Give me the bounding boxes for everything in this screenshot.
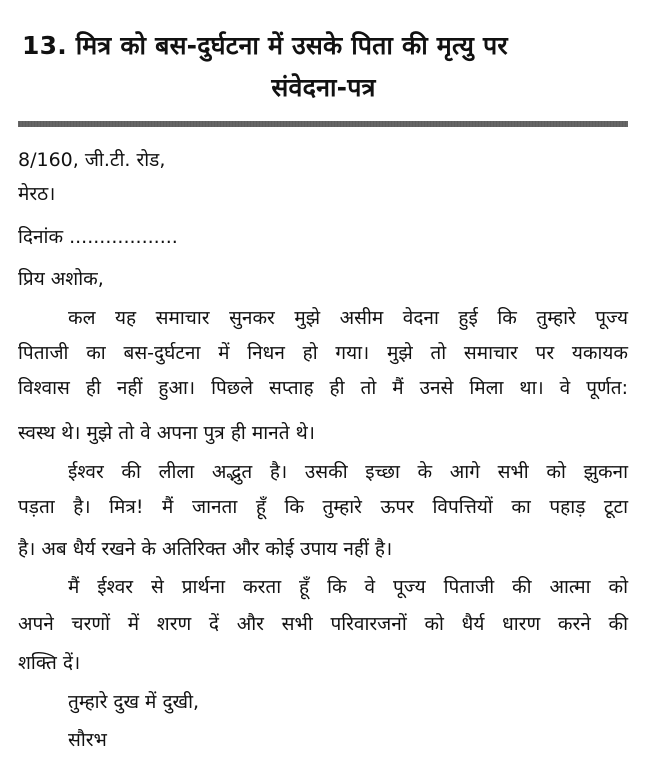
heading-divider [18, 121, 628, 127]
paragraph-line: शक्ति दें। [18, 652, 81, 674]
paragraph-line: कल यह समाचार सुनकर मुझे असीम वेदना हुई कि तुम्हारे पूज्य [68, 307, 628, 329]
paragraph-line: ईश्वर की लीला अद्भुत है। उसकी इच्छा के आगे सभी को झुकना [68, 461, 628, 483]
paragraph-line: मैं ईश्वर से प्रार्थना करता हूँ कि वे पूज्य पिताजी की आत्मा को [68, 576, 628, 598]
closing-phrase: तुम्हारे दुख में दुखी, [68, 691, 200, 713]
paragraph-line: पड़ता है। मित्र! मैं जानता हूँ कि तुम्हारे ऊपर विपत्तियों का पहाड़ टूटा [18, 496, 628, 518]
signature-name: सौरभ [68, 729, 107, 751]
paragraph-line: विश्वास ही नहीं हुआ। पिछले सप्ताह ही तो मैं उनसे मिला था। वे पूर्णत: [18, 377, 628, 399]
salutation: प्रिय अशोक, [18, 268, 104, 290]
paragraph-line: अपने चरणों में शरण दें और सभी परिवारजनों को धैर्य धारण करने की [18, 613, 628, 635]
paragraph-line: पिताजी का बस-दुर्घटना में निधन हो गया। मुझे तो समाचार पर यकायक [18, 342, 628, 364]
paragraph-line: है। अब धैर्य रखने के अतिरिक्त और कोई उपाय नहीं है। [18, 538, 393, 560]
sender-address-line: 8/160, जी.टी. रोड, [18, 149, 166, 171]
sender-city-line: मेरठ। [18, 183, 56, 205]
page-title-continued: संवेदना-पत्र [271, 73, 376, 102]
page-title: 13. मित्र को बस-दुर्घटना में उसके पिता की मृत्यु पर [22, 31, 508, 60]
date-line: दिनांक .................. [18, 226, 178, 248]
paragraph-line: स्वस्थ थे। मुझे तो वे अपना पुत्र ही मानते थे। [18, 422, 315, 444]
